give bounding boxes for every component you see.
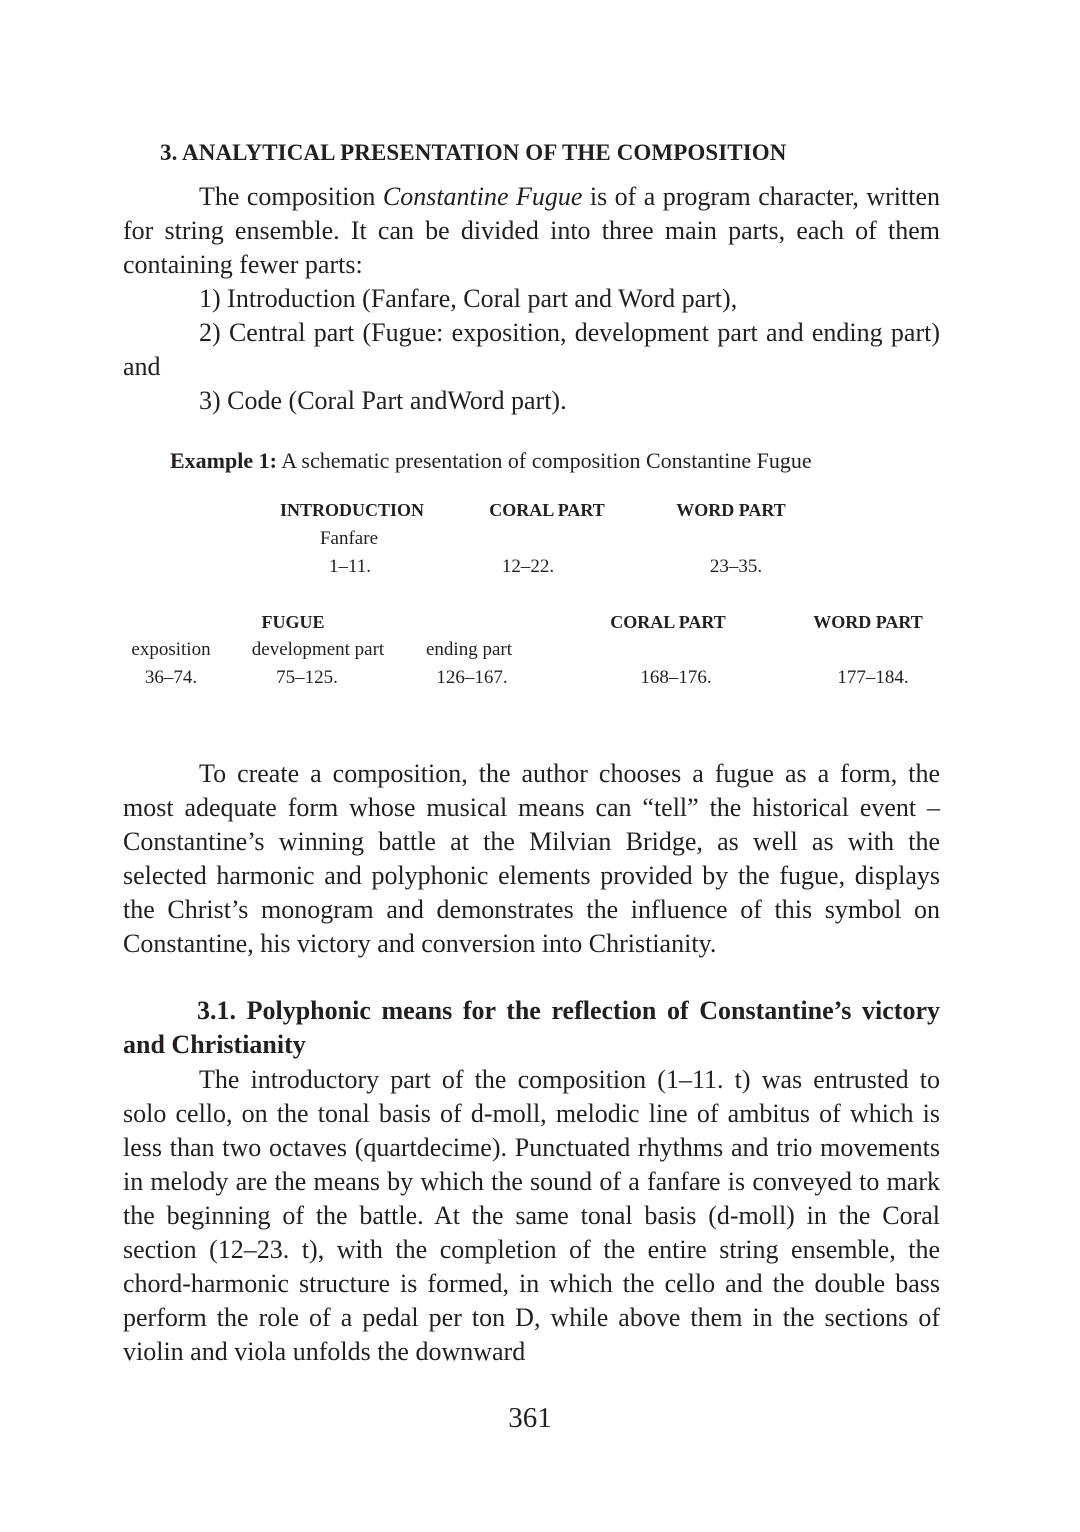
sub-development-part: development part — [251, 639, 385, 660]
intro-lead: The composition — [199, 182, 383, 211]
list-item-2: 2) Central part (Fugue: exposition, development part and ending part) and — [123, 318, 941, 381]
range-1-11: 1–11. — [328, 556, 372, 577]
example-caption — [170, 448, 812, 474]
section-title: 3. ANALYTICAL PRESENTATION OF THE COMPOSITION — [160, 140, 787, 165]
header-fugue: FUGUE — [261, 612, 325, 632]
page-number: 361 — [508, 1402, 552, 1434]
range-23-35: 23–35. — [709, 556, 763, 577]
range-126-167: 126–167. — [436, 667, 508, 688]
example-text: A schematic presentation of composition Constantine Fugue — [276, 448, 812, 473]
subsection-title: 3.1. Polyphonic means for the reflection of Constantine’s victory and Christianity — [123, 996, 940, 1059]
header-word-part-2: WORD PART — [813, 612, 923, 632]
intro-paragraph — [123, 180, 940, 282]
range-168-176: 168–176. — [640, 667, 712, 688]
header-coral-part: CORAL PART — [489, 500, 605, 520]
sub-fanfare: Fanfare — [319, 528, 379, 549]
header-word-part: WORD PART — [676, 500, 786, 520]
range-75-125: 75–125. — [276, 667, 338, 688]
list-item-1: 1) Introduction (Fanfare, Coral part and Word part), — [199, 284, 738, 313]
range-36-74: 36–74. — [144, 667, 198, 688]
header-coral-part-2: CORAL PART — [610, 612, 726, 632]
example-label: Example 1: — [170, 448, 277, 473]
header-introduction: INTRODUCTION — [279, 500, 425, 520]
paragraph-introductory-part: The introductory part of the composition (1–11. t) was entrusted to solo cello, on the tonal basis of d-moll, melodic line of ambitus of which is less than two octaves (quartdecime). Punctuated rhythms and trio movements in melody are the means by which the sound of a fanfare is conveyed to mark the beginning of the battle. At the same tonal basis (d-moll) in the Coral section (12–23. t), with the completion of the entire string ensemble, the chord-harmonic structure is formed, in which the cello and the double bass perform the role of a pedal per ton D, while above them in the sections of violin and viola unfolds the downward — [123, 1065, 940, 1366]
list-item-3: 3) Code (Coral Part andWord part). — [199, 386, 567, 415]
sub-ending-part: ending part — [425, 639, 513, 660]
range-12-22: 12–22. — [501, 556, 555, 577]
work-title: Constantine Fugue — [382, 182, 583, 211]
intro-rest: is of a program character, written for string ensemble. It can be divided into three main parts, each of them containing fewer parts: — [123, 182, 941, 279]
paragraph-fugue-form: To create a composition, the author chooses a fugue as a form, the most adequate form whose musical means can “tell” the historical event – Constantine’s winning battle at the Milvian Bridge, as well as with the selected harmonic and polyphonic elements provided by the fugue, displays the Christ’s monogram and demonstrates the influence of this symbol on Constantine, his victory and conversion into Christianity. — [123, 759, 940, 958]
range-177-184: 177–184. — [837, 667, 909, 688]
sub-exposition: exposition — [131, 639, 211, 660]
